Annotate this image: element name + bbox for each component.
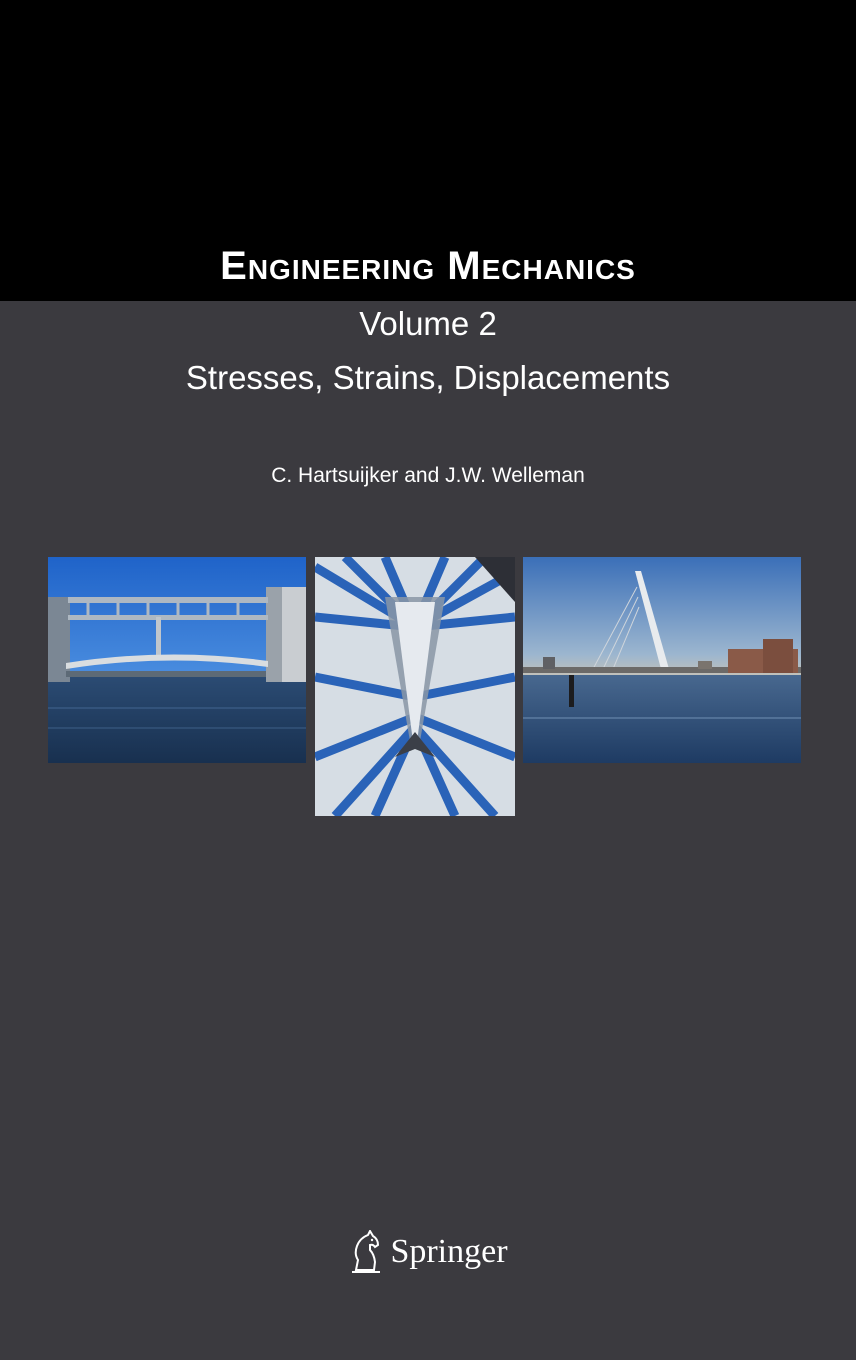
volume-label: Volume 2 bbox=[359, 305, 497, 342]
cable-stayed-bridge-photo bbox=[523, 557, 801, 763]
publisher-name: Springer bbox=[390, 1233, 508, 1270]
book-subtitle: Stresses, Strains, Displacements bbox=[185, 359, 671, 396]
springer-horse-icon bbox=[348, 1230, 384, 1274]
series-title: Engineering Mechanics bbox=[220, 244, 636, 288]
publisher-mark bbox=[0, 1230, 856, 1274]
tensile-roof-structure-photo bbox=[315, 557, 515, 816]
authors: C. Hartsuijker and J.W. Welleman bbox=[271, 464, 585, 487]
bridge-over-river-photo bbox=[48, 557, 306, 763]
